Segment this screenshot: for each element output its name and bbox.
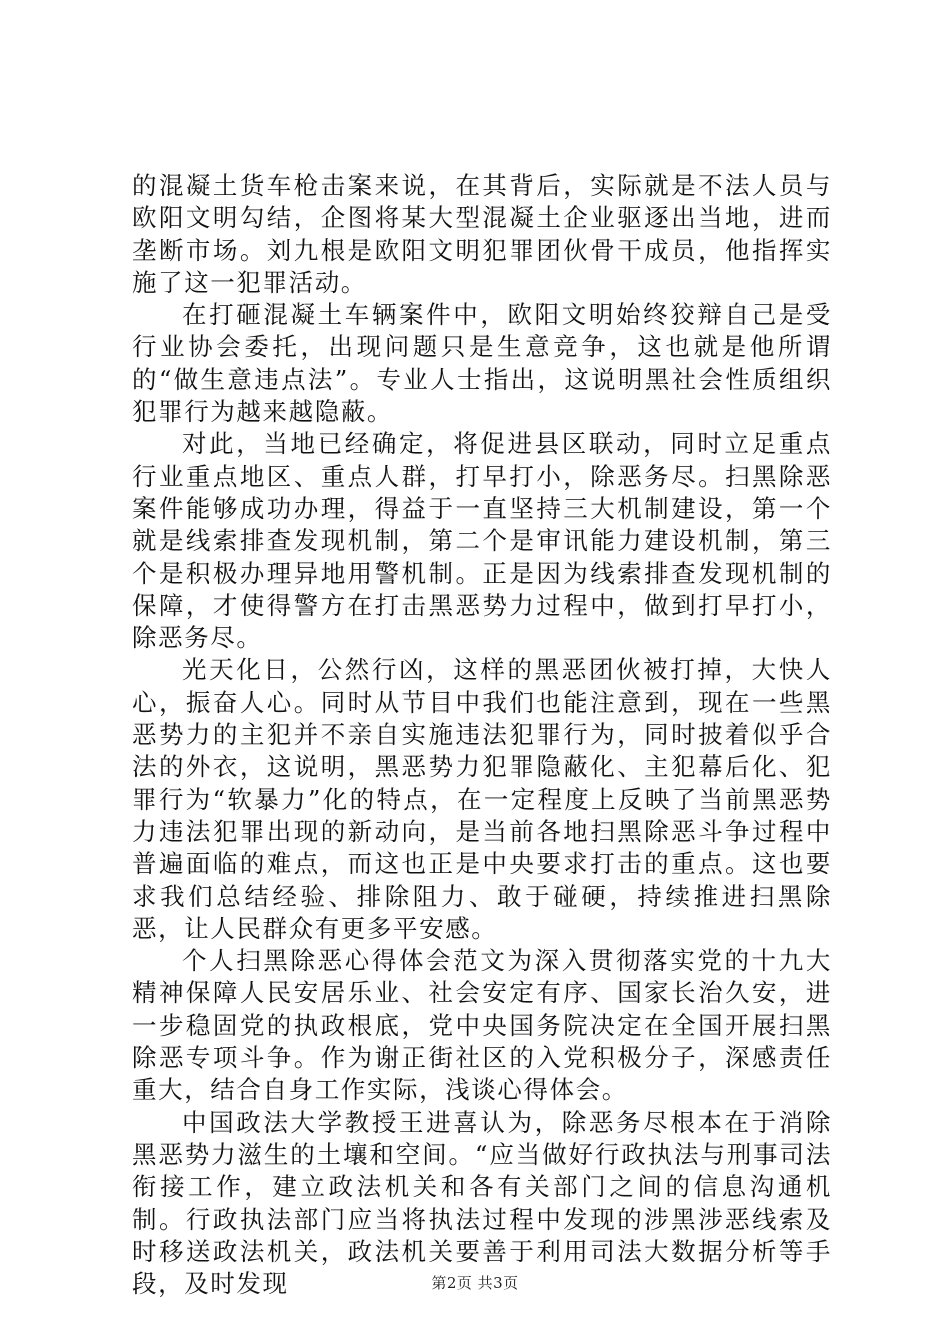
paragraph: 对此，当地已经确定，将促进县区联动，同时立足重点行业重点地区、重点人群，打早打小，除恶务尽。扫黑除恶案件能够成功办理，得益于一直坚持三大机制建设，第一个就是线索排查发现机制，第二个是审讯能力建设机制，第三个是积极办理异地用警机制。正是因为线索排查发现机制的保障，才使得警方在打击黑恶势力过程中，做到打早打小，除恶务尽。 [132, 429, 832, 653]
document-body [132, 170, 832, 1300]
paragraph: 中国政法大学教授王进喜认为，除恶务尽根本在于消除黑恶势力滋生的土壤和空间。“应当做好行政执法与刑事司法衔接工作，建立政法机关和各有关部门之间的信息沟通机制。行政执法部门应当将执法过程中发现的涉黑涉恶线索及时移送政法机关，政法机关要善于利用司法大数据分析等手段，及时发现 [132, 1107, 832, 1299]
paragraph: 在打砸混凝土车辆案件中，欧阳文明始终狡辩自己是受行业协会委托，出现问题只是生意竞争，这也就是他所谓的“做生意违点法”。专业人士指出，这说明黑社会性质组织犯罪行为越来越隐蔽。 [132, 300, 832, 427]
paragraph: 的混凝土货车枪击案来说，在其背后，实际就是不法人员与欧阳文明勾结，企图将某大型混凝土企业驱逐出当地，进而垄断市场。刘九根是欧阳文明犯罪团伙骨干成员，他指挥实施了这一犯罪活动。 [132, 171, 832, 297]
paragraph: 个人扫黑除恶心得体会范文为深入贯彻落实党的十九大精神保障人民安居乐业、社会安定有序、国家长治久安，进一步稳固党的执政根底，党中央国务院决定在全国开展扫黑除恶专项斗争。作为谢正街社区的入党积极分子，深感责任重大，结合自身工作实际，浅谈心得体会。 [132, 946, 832, 1105]
paragraph: 光天化日，公然行凶，这样的黑恶团伙被打掉，大快人心，振奋人心。同时从节目中我们也能注意到，现在一些黑恶势力的主犯并不亲自实施违法犯罪行为，同时披着似乎合法的外衣，这说明，黑恶势力犯罪隐蔽化、主犯幕后化、犯罪行为“软暴力”化的特点，在一定程度上反映了当前黑恶势力违法犯罪出现的新动向，是当前各地扫黑除恶斗争过程中普遍面临的难点，而这也正是中央要求打击的重点。这也要求我们总结经验、排除阻力、敢于碰硬，持续推进扫黑除恶，让人民群众有更多平安感。 [132, 655, 832, 943]
page-number-footer: 第2页 共3页 [431, 1274, 519, 1292]
